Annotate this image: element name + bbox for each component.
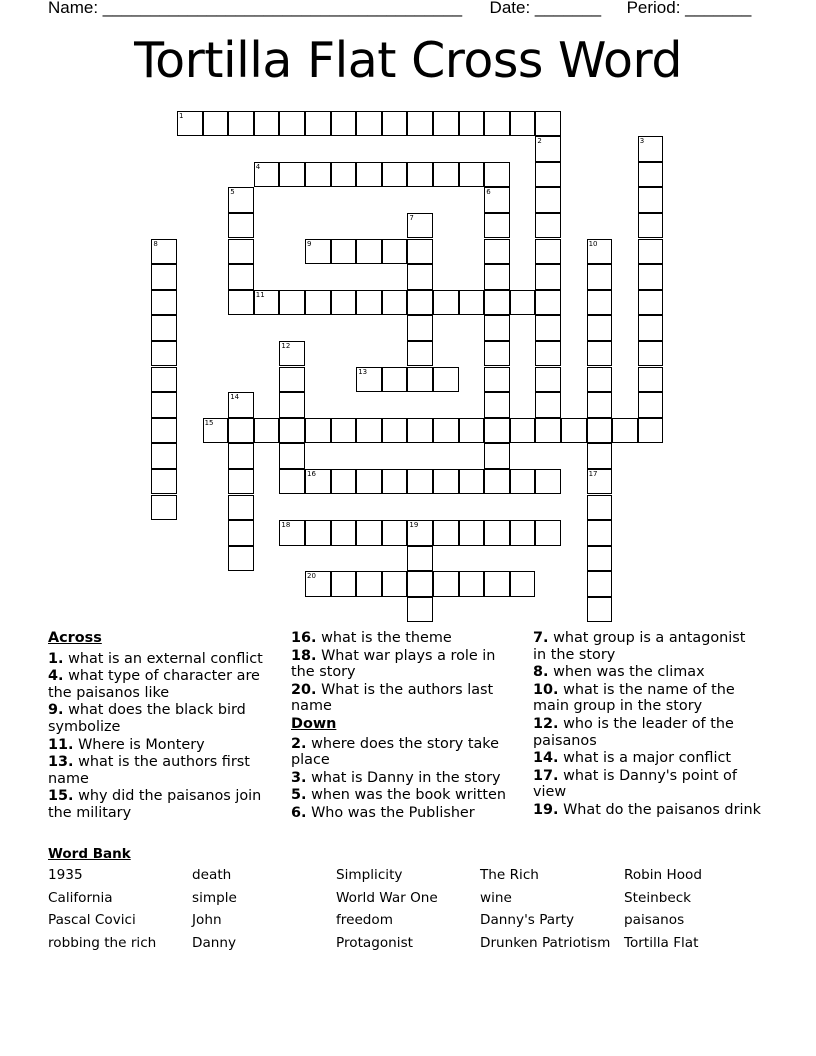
crossword-cell[interactable] bbox=[459, 111, 485, 137]
crossword-cell[interactable] bbox=[228, 213, 254, 239]
crossword-cell[interactable] bbox=[279, 418, 305, 444]
clue-down-10: 10. what is the name of the main group in the story bbox=[533, 681, 735, 715]
crossword-cell[interactable] bbox=[407, 239, 433, 265]
clue-across-15: 15. why did the paisanos join the military bbox=[48, 788, 262, 821]
cell-number: 9 bbox=[307, 239, 312, 248]
crossword-cell[interactable] bbox=[535, 290, 561, 316]
crossword-cell[interactable] bbox=[433, 571, 459, 597]
crossword-cell[interactable] bbox=[151, 495, 177, 521]
crossword-cell[interactable] bbox=[305, 111, 331, 137]
cell-number: 1 bbox=[179, 111, 184, 120]
crossword-cell[interactable] bbox=[382, 111, 408, 137]
crossword-cell[interactable] bbox=[638, 213, 664, 239]
crossword-cell[interactable] bbox=[535, 315, 561, 341]
crossword-cell[interactable] bbox=[535, 367, 561, 393]
crossword-cell[interactable] bbox=[638, 264, 664, 290]
word-bank-item: Protagonist bbox=[336, 934, 413, 951]
crossword-cell[interactable] bbox=[203, 111, 229, 137]
cell-number: 17 bbox=[588, 469, 598, 478]
crossword-cell[interactable] bbox=[305, 290, 331, 316]
crossword-cell[interactable] bbox=[331, 469, 357, 495]
crossword-cell[interactable] bbox=[407, 571, 433, 597]
crossword-cell[interactable] bbox=[587, 264, 613, 290]
crossword-cell[interactable] bbox=[228, 111, 254, 137]
crossword-cell[interactable] bbox=[382, 367, 408, 393]
word-bank-item: Simplicity bbox=[336, 867, 403, 883]
crossword-cell[interactable] bbox=[535, 264, 561, 290]
crossword-cell[interactable] bbox=[561, 418, 587, 444]
crossword-cell[interactable] bbox=[407, 597, 433, 623]
crossword-cell[interactable] bbox=[433, 469, 459, 495]
crossword-cell[interactable] bbox=[638, 290, 664, 316]
crossword-cell[interactable] bbox=[510, 520, 536, 546]
crossword-cell[interactable] bbox=[459, 571, 485, 597]
crossword-cell[interactable] bbox=[484, 418, 510, 444]
clue-down-12: 12. who is the leader of the paisanos bbox=[533, 715, 734, 749]
word-bank-item: Pascal Covici bbox=[48, 912, 136, 929]
crossword-cell[interactable] bbox=[254, 290, 280, 316]
crossword-cell[interactable] bbox=[535, 239, 561, 265]
crossword-cell[interactable] bbox=[535, 187, 561, 213]
crossword-cell[interactable] bbox=[382, 571, 408, 597]
crossword-cell[interactable] bbox=[228, 239, 254, 265]
crossword-cell[interactable] bbox=[433, 290, 459, 316]
crossword-cell[interactable] bbox=[407, 290, 433, 316]
period-field-label: Period: _______ bbox=[626, 0, 752, 17]
crossword-cell[interactable] bbox=[510, 418, 536, 444]
crossword-cell[interactable] bbox=[638, 315, 664, 341]
down-heading: Down bbox=[291, 715, 337, 732]
crossword-cell[interactable] bbox=[459, 469, 485, 495]
word-bank-item: robbing the rich bbox=[48, 934, 157, 951]
crossword-cell[interactable] bbox=[279, 469, 305, 495]
cell-number: 11 bbox=[255, 290, 265, 299]
crossword-cell[interactable] bbox=[228, 495, 254, 521]
word-bank-item: simple bbox=[192, 889, 237, 906]
crossword-cell[interactable] bbox=[356, 469, 382, 495]
word-bank-item: paisanos bbox=[624, 912, 685, 929]
crossword-cell[interactable] bbox=[587, 418, 613, 444]
crossword-cell[interactable] bbox=[638, 341, 664, 367]
crossword-cell[interactable] bbox=[356, 111, 382, 137]
crossword-cell[interactable] bbox=[433, 111, 459, 137]
crossword-cell[interactable] bbox=[535, 111, 561, 137]
cell-number: 12 bbox=[281, 341, 291, 350]
clue-across-1: 1. what is an external conflict bbox=[48, 650, 263, 667]
clue-down-14: 14. what is a major conflict bbox=[533, 750, 732, 767]
crossword-cell[interactable] bbox=[612, 418, 638, 444]
crossword-cell[interactable] bbox=[407, 315, 433, 341]
word-bank-item: Tortilla Flat bbox=[624, 934, 699, 951]
crossword-cell[interactable] bbox=[203, 418, 229, 444]
crossword-cell[interactable] bbox=[279, 392, 305, 418]
crossword-cell[interactable] bbox=[638, 187, 664, 213]
crossword-cell[interactable] bbox=[484, 520, 510, 546]
crossword-cell[interactable] bbox=[459, 162, 485, 188]
word-bank-item: Danny bbox=[192, 934, 237, 951]
crossword-cell[interactable] bbox=[151, 443, 177, 469]
crossword-cell[interactable] bbox=[228, 187, 254, 213]
crossword-cell[interactable] bbox=[151, 264, 177, 290]
crossword-cell[interactable] bbox=[407, 520, 433, 546]
crossword-cell[interactable] bbox=[484, 162, 510, 188]
crossword-cell[interactable] bbox=[228, 392, 254, 418]
crossword-cell[interactable] bbox=[356, 520, 382, 546]
crossword-cell[interactable] bbox=[407, 341, 433, 367]
crossword-cell[interactable] bbox=[587, 443, 613, 469]
crossword-cell[interactable] bbox=[356, 367, 382, 393]
crossword-cell[interactable] bbox=[228, 290, 254, 316]
crossword-cell[interactable] bbox=[587, 290, 613, 316]
clue-down-3: 3. what is Danny in the story bbox=[291, 769, 501, 786]
cell-number: 3 bbox=[639, 137, 645, 146]
crossword-cell[interactable] bbox=[638, 392, 664, 418]
crossword-cell[interactable] bbox=[382, 162, 408, 188]
clue-across-16: 16. what is the theme bbox=[291, 630, 452, 646]
clue-down-17: 17. what is Danny's point of view bbox=[533, 767, 737, 801]
crossword-cell[interactable] bbox=[407, 367, 433, 393]
crossword-cell[interactable] bbox=[254, 418, 280, 444]
crossword-cell[interactable] bbox=[279, 367, 305, 393]
crossword-cell[interactable] bbox=[535, 469, 561, 495]
cell-number: 16 bbox=[307, 469, 316, 478]
crossword-cell[interactable] bbox=[228, 520, 254, 546]
word-bank-row bbox=[48, 935, 768, 958]
crossword-cell[interactable] bbox=[433, 520, 459, 546]
cell-number: 14 bbox=[230, 393, 240, 402]
crossword-cell[interactable] bbox=[331, 290, 357, 316]
crossword-cell[interactable] bbox=[510, 111, 536, 137]
word-bank-item: Danny's Party bbox=[480, 912, 575, 929]
crossword-cell[interactable] bbox=[407, 546, 433, 572]
crossword-cell[interactable] bbox=[535, 341, 561, 367]
crossword-cell[interactable] bbox=[407, 469, 433, 495]
word-bank bbox=[48, 867, 768, 957]
crossword-cell[interactable] bbox=[484, 315, 510, 341]
crossword-cell[interactable] bbox=[279, 290, 305, 316]
clue-across-20: 20. What is the authors last name bbox=[291, 681, 494, 715]
crossword-cell[interactable] bbox=[535, 162, 561, 188]
clue-across-18: 18. What war plays a role in the story bbox=[291, 647, 496, 681]
cell-number: 8 bbox=[153, 239, 158, 248]
crossword-cell[interactable] bbox=[535, 520, 561, 546]
crossword-cell[interactable] bbox=[382, 239, 408, 265]
clue-across-11: 11. Where is Montery bbox=[48, 736, 205, 753]
crossword-cell[interactable] bbox=[638, 367, 664, 393]
crossword-cell[interactable] bbox=[484, 392, 510, 418]
crossword-cell[interactable] bbox=[587, 469, 613, 495]
crossword-cell[interactable] bbox=[407, 111, 433, 137]
crossword-cell[interactable] bbox=[587, 341, 613, 367]
crossword-cell[interactable] bbox=[279, 111, 305, 137]
crossword-cell[interactable] bbox=[484, 290, 510, 316]
crossword-cell[interactable] bbox=[228, 443, 254, 469]
crossword-cell[interactable] bbox=[587, 392, 613, 418]
crossword-cell[interactable] bbox=[433, 367, 459, 393]
crossword-cell[interactable] bbox=[587, 520, 613, 546]
crossword-cell[interactable] bbox=[305, 571, 331, 597]
clue-across-9: 9. what does the black bird symbolize bbox=[48, 702, 246, 735]
crossword-cell[interactable] bbox=[151, 367, 177, 393]
crossword-cell[interactable] bbox=[535, 418, 561, 444]
crossword-cell[interactable] bbox=[587, 367, 613, 393]
crossword-cell[interactable] bbox=[279, 443, 305, 469]
cell-number: 2 bbox=[537, 137, 542, 146]
crossword-cell[interactable] bbox=[382, 469, 408, 495]
clue-down-8: 8. when was the climax bbox=[533, 664, 705, 681]
cell-number: 20 bbox=[307, 572, 316, 581]
cell-number: 7 bbox=[409, 213, 414, 222]
cell-number: 10 bbox=[588, 239, 598, 248]
crossword-cell[interactable] bbox=[510, 571, 536, 597]
word-bank-item: Steinbeck bbox=[624, 889, 692, 906]
crossword-cell[interactable] bbox=[587, 239, 613, 265]
crossword-cell[interactable] bbox=[151, 315, 177, 341]
crossword-cell[interactable] bbox=[638, 136, 664, 162]
crossword-cell[interactable] bbox=[484, 443, 510, 469]
crossword-cell[interactable] bbox=[151, 341, 177, 367]
crossword-cell[interactable] bbox=[331, 162, 357, 188]
crossword-cell[interactable] bbox=[279, 162, 305, 188]
clues-column-1 bbox=[48, 630, 278, 823]
crossword-cell[interactable] bbox=[356, 239, 382, 265]
crossword-cell[interactable] bbox=[356, 418, 382, 444]
crossword-cell[interactable] bbox=[228, 469, 254, 495]
crossword-cell[interactable] bbox=[305, 162, 331, 188]
crossword-cell[interactable] bbox=[331, 571, 357, 597]
crossword-cell[interactable] bbox=[433, 418, 459, 444]
crossword-cell[interactable] bbox=[151, 392, 177, 418]
crossword-cell[interactable] bbox=[305, 239, 331, 265]
word-bank-item: wine bbox=[480, 889, 512, 906]
crossword-cell[interactable] bbox=[484, 111, 510, 137]
crossword-cell[interactable] bbox=[254, 162, 280, 188]
word-bank-row bbox=[48, 890, 768, 913]
crossword-cell[interactable] bbox=[459, 418, 485, 444]
crossword-cell[interactable] bbox=[305, 520, 331, 546]
crossword-cell[interactable] bbox=[484, 239, 510, 265]
crossword-cell[interactable] bbox=[510, 290, 536, 316]
crossword-cell[interactable] bbox=[331, 418, 357, 444]
crossword-cell[interactable] bbox=[484, 469, 510, 495]
crossword-cell[interactable] bbox=[535, 392, 561, 418]
clue-down-5: 5. when was the book written bbox=[291, 787, 506, 804]
word-bank-item: Robin Hood bbox=[624, 867, 702, 883]
cell-number: 6 bbox=[486, 188, 491, 197]
crossword-cell[interactable] bbox=[151, 418, 177, 444]
cell-number: 13 bbox=[358, 367, 368, 376]
crossword-cell[interactable] bbox=[331, 239, 357, 265]
word-bank-heading: Word Bank bbox=[48, 846, 131, 862]
crossword-cell[interactable] bbox=[484, 187, 510, 213]
word-bank-item: World War One bbox=[336, 889, 438, 906]
word-bank-item: John bbox=[192, 912, 222, 929]
crossword-cell[interactable] bbox=[510, 469, 536, 495]
crossword-cell[interactable] bbox=[587, 495, 613, 521]
crossword-cell[interactable] bbox=[407, 162, 433, 188]
crossword-cell[interactable] bbox=[382, 418, 408, 444]
cell-number: 5 bbox=[230, 188, 235, 197]
clues-column-2 bbox=[291, 630, 521, 823]
crossword-cell[interactable] bbox=[228, 418, 254, 444]
crossword-cell[interactable] bbox=[433, 162, 459, 188]
date-field-label: Date: _______ bbox=[489, 0, 602, 17]
word-bank-item: California bbox=[48, 889, 113, 906]
clue-across-4: 4. what type of character are the paisanos like bbox=[48, 668, 260, 701]
crossword-cell[interactable] bbox=[484, 367, 510, 393]
crossword-cell[interactable] bbox=[382, 290, 408, 316]
crossword-cell[interactable] bbox=[177, 111, 203, 137]
cell-number: 19 bbox=[409, 521, 419, 530]
crossword-cell[interactable] bbox=[587, 546, 613, 572]
crossword-cell[interactable] bbox=[407, 418, 433, 444]
crossword-cell[interactable] bbox=[305, 418, 331, 444]
crossword-cell[interactable] bbox=[331, 520, 357, 546]
cell-number: 18 bbox=[281, 521, 291, 530]
cell-number: 4 bbox=[255, 162, 261, 171]
crossword-cell[interactable] bbox=[407, 213, 433, 239]
crossword-cell[interactable] bbox=[151, 469, 177, 495]
crossword-cell[interactable] bbox=[356, 571, 382, 597]
crossword-cell[interactable] bbox=[228, 264, 254, 290]
crossword-cell[interactable] bbox=[305, 469, 331, 495]
crossword-cell[interactable] bbox=[587, 597, 613, 623]
crossword-cell[interactable] bbox=[638, 239, 664, 265]
crossword-cell[interactable] bbox=[279, 341, 305, 367]
word-bank-item: death bbox=[192, 867, 232, 883]
crossword-cell[interactable] bbox=[484, 264, 510, 290]
crossword-cell[interactable] bbox=[587, 315, 613, 341]
crossword-cell[interactable] bbox=[228, 546, 254, 572]
name-field-label: Name: ______________________________________ bbox=[48, 0, 463, 17]
word-bank-row bbox=[48, 912, 768, 935]
crossword-cell[interactable] bbox=[535, 213, 561, 239]
word-bank-item: 1935 bbox=[48, 867, 83, 883]
crossword-cell[interactable] bbox=[638, 418, 664, 444]
clue-down-19: 19. What do the paisanos drink bbox=[533, 801, 761, 818]
word-bank-item: The Rich bbox=[480, 867, 539, 883]
clue-down-7: 7. what group is a antagonist in the story bbox=[533, 630, 746, 663]
page-title: Tortilla Flat Cross Word bbox=[134, 32, 682, 89]
crossword-cell[interactable] bbox=[484, 571, 510, 597]
crossword-cell[interactable] bbox=[638, 162, 664, 188]
crossword-cell[interactable] bbox=[331, 111, 357, 137]
clue-across-13: 13. what is the authors first name bbox=[48, 754, 250, 787]
crossword-cell[interactable] bbox=[356, 290, 382, 316]
across-heading: Across bbox=[48, 630, 102, 646]
crossword-cell[interactable] bbox=[587, 571, 613, 597]
crossword-cell[interactable] bbox=[151, 239, 177, 265]
cell-number: 15 bbox=[204, 418, 214, 427]
crossword-cell[interactable] bbox=[535, 136, 561, 162]
crossword-cell[interactable] bbox=[484, 213, 510, 239]
crossword-cell[interactable] bbox=[279, 520, 305, 546]
crossword-cell[interactable] bbox=[151, 290, 177, 316]
crossword-cell[interactable] bbox=[407, 264, 433, 290]
clue-down-2: 2. where does the story take place bbox=[291, 735, 499, 769]
crossword-cell[interactable] bbox=[459, 290, 485, 316]
word-bank-row bbox=[48, 867, 768, 890]
word-bank-item: freedom bbox=[336, 912, 393, 929]
crossword-cell[interactable] bbox=[484, 341, 510, 367]
crossword-cell[interactable] bbox=[382, 520, 408, 546]
crossword-cell[interactable] bbox=[356, 162, 382, 188]
clues-column-3 bbox=[533, 630, 763, 820]
crossword-cell[interactable] bbox=[459, 520, 485, 546]
word-bank-item: Drunken Patriotism bbox=[480, 934, 611, 951]
clue-down-6: 6. Who was the Publisher bbox=[291, 804, 475, 821]
crossword-cell[interactable] bbox=[254, 111, 280, 137]
